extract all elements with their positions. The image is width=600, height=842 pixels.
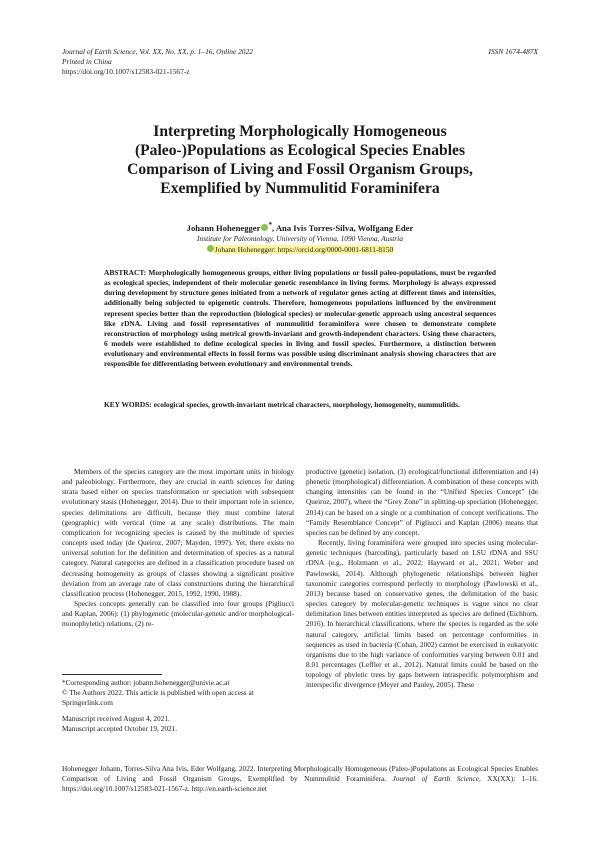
corresponding-mark: *: [268, 221, 273, 229]
paper-title: [62, 122, 538, 198]
doi-link[interactable]: https://doi.org/10.1007/s12583-021-1567-z: [62, 67, 190, 77]
author-rest: , Ana Ivis Torres-Silva, Wolfgang Eder: [272, 222, 414, 233]
issn: ISSN 1674-487X: [488, 47, 538, 56]
printed-line: Printed in China: [62, 57, 112, 67]
citation-journal: Journal of Earth Science,: [392, 774, 481, 784]
footnote-divider: [62, 674, 162, 675]
title-line: Exemplified by Nummulitid Foraminifera: [160, 180, 440, 197]
abstract-label: ABSTRACT:: [104, 268, 147, 277]
keywords: [104, 400, 496, 410]
title-line: (Paleo-)Populations as Ecological Species Enables: [134, 142, 466, 159]
keywords-label: KEY WORDS:: [104, 400, 152, 409]
title-line: Interpreting Morphologically Homogeneous: [153, 123, 447, 140]
citation-rest[interactable]: XX(XX): 1–16. https://doi.org/10.1007/s12583-021-1567-z. http://en.earth-science.net: [62, 774, 539, 794]
footnote: [62, 678, 294, 708]
received-date: Manuscript received August 4, 2021.: [62, 714, 170, 723]
accepted-date: Manuscript accepted October 19, 2021.: [62, 724, 178, 734]
open-access-note: © The Authors 2022. This article is published with open access at Springerlink.com: [62, 688, 254, 708]
right-column: [306, 467, 538, 690]
body-paragraph: productive (genetic) isolation, (3) ecological/functional differentiation and (4) phenetic (morphological) differentiation. A combination of these concepts with changing intensities can be found in the “Unified Species Concept” (de Queiroz, 2007), where the “Grey Zone” in splitting-up speciation (Hohenegger, 2014) can be based on a single or a combination of concept verifications. The “Family Resemblance Concept” of Pigliucci and Kaplan (2006) means that species can be defined by any concept.: [306, 467, 538, 537]
body-paragraph: Species concepts generally can be classified into four groups (Pigliucci and Kaplan, 2006): (1) phylogenetic (molecular-genetic and/or morphological-monophyletic) relations, (2) re-: [62, 599, 294, 629]
manuscript-dates: [62, 714, 294, 734]
citation-text: Hohenegger Johann, Torres-Silva Ana Ivis, Eder Wolfgang, 2022. Interpreting Morphologically Homogeneous (Paleo-)Populations as Ecological Species Enables Comparison of Living and Fossil Organism Groups, Exemplified by Nummulitid Foraminifera.: [62, 764, 538, 784]
affiliation: Institute for Paleontology, University of Vienna, 1090 Vienna, Austria: [197, 234, 403, 243]
journal-line: Journal of Earth Science, Vol. XX, No. XX, p. 1–16, Online 2022: [62, 47, 253, 56]
citation: [62, 764, 538, 794]
title-line: Comparison of Living and Fossil Organism Groups,: [127, 161, 473, 178]
abstract-text: Morphologically homogeneous groups, either living populations or fossil paleo-populations, must be regarded as ecological species, independent of their molecular genetic resemblance in living forms. Morphology is always expressed during development by structure genes initiated from a network of regulator genes acting at different times and intensities, additionally being subjected to epigenetic controls. Therefore, homogeneous populations influenced by the environment represent species better than the reproduction (biological species) or molecular-genetic approach using ancestral sequences like rDNA. Living and fossil representatives of nummulitid foraminifera were chosen to demonstrate complete reconstruction of morphology using metrical growth-invariant and growth-independent characters. Using these characters, 6 models were established to define ecological species in living and fossil species. Furthermore, a distinction between evolutionary and environmental effects in fossil forms was possible using discriminant analysis showing characters that are responsible for differentiating between evolutionary and environmental trends.: [104, 268, 496, 369]
abstract: [104, 268, 496, 370]
journal-header: [62, 47, 253, 78]
body-paragraph: Recently, living foraminifera were grouped into species using molecular-genetic techniques (barcoding), particularly based on LSU rDNA and SSU rDNA (e.g., Holzmann et al., 2022; Hayward et al., 2021; Weber and Pawlowski, 2014). Although phylogenetic relationships between higher taxonomic categories correspond perfectly to morphology (Pawlowski et al., 2013) because based on conservative genes, the delimitation of the basic species category by molecular-genetic techniques is vague since no clear delimitation lines between entities interpreted as species are defined (Eichhorn, 2016). In hierarchical classifications, where the species is regarded as the sole natural category, artificial limits based on percentage conformities in sequences as used in bacteria (Cohan, 2002) cannot be exercised in eukaryotic organisms due to the high variance of conformities varying between 0.01 and 8.01 percentages (Leffler et al., 2012). Natural limits could be based on the topology of phyletic trees by gaps between intraspecific polymorphism and interspecific divergence (Meyer and Pauley, 2005). These: [306, 538, 538, 690]
corresponding-author: *Corresponding author: johann.hohenegger@univie.ac.at: [62, 678, 230, 687]
author-list: [62, 221, 538, 233]
orcid-icon: [207, 245, 214, 252]
body-paragraph: Members of the species category are the most important units in biology and paleobiology. Furthermore, they are crucial in earth sciences for dating strata based either on species transformation or speciation with subsequent evolutionary stasis (Hohenegger, 2014). Due to their important role in science, species delimitations are difficult, because they must combine lateral (geographic) with vertical (time at any scale) distributions. The main complication for recognizing species is caused by the multitude of species concepts used today (de Queiroz, 2007; Mayden, 1997). Yet, there exists no universal solution for the definition and determination of species as a natural category. Natural categories are defined in a classification procedure based on decreasing homogeneity as groups of classes showing a significant positive deviation from an average rate of class constructions during the hierarchical classification process (Hohenegger, 2015, 1992, 1990, 1988).: [62, 467, 294, 598]
keywords-text: ecological species, growth-invariant metrical characters, morphology, homogeneity, nummulitids.: [153, 400, 460, 409]
left-column: [62, 467, 294, 630]
orcid-link[interactable]: Johann Hohenegger: https://orcid.org/0000-0001-6811-8150: [214, 245, 394, 254]
author-first: Johann Hohenegger: [186, 222, 261, 233]
orcid-line: [62, 245, 538, 254]
